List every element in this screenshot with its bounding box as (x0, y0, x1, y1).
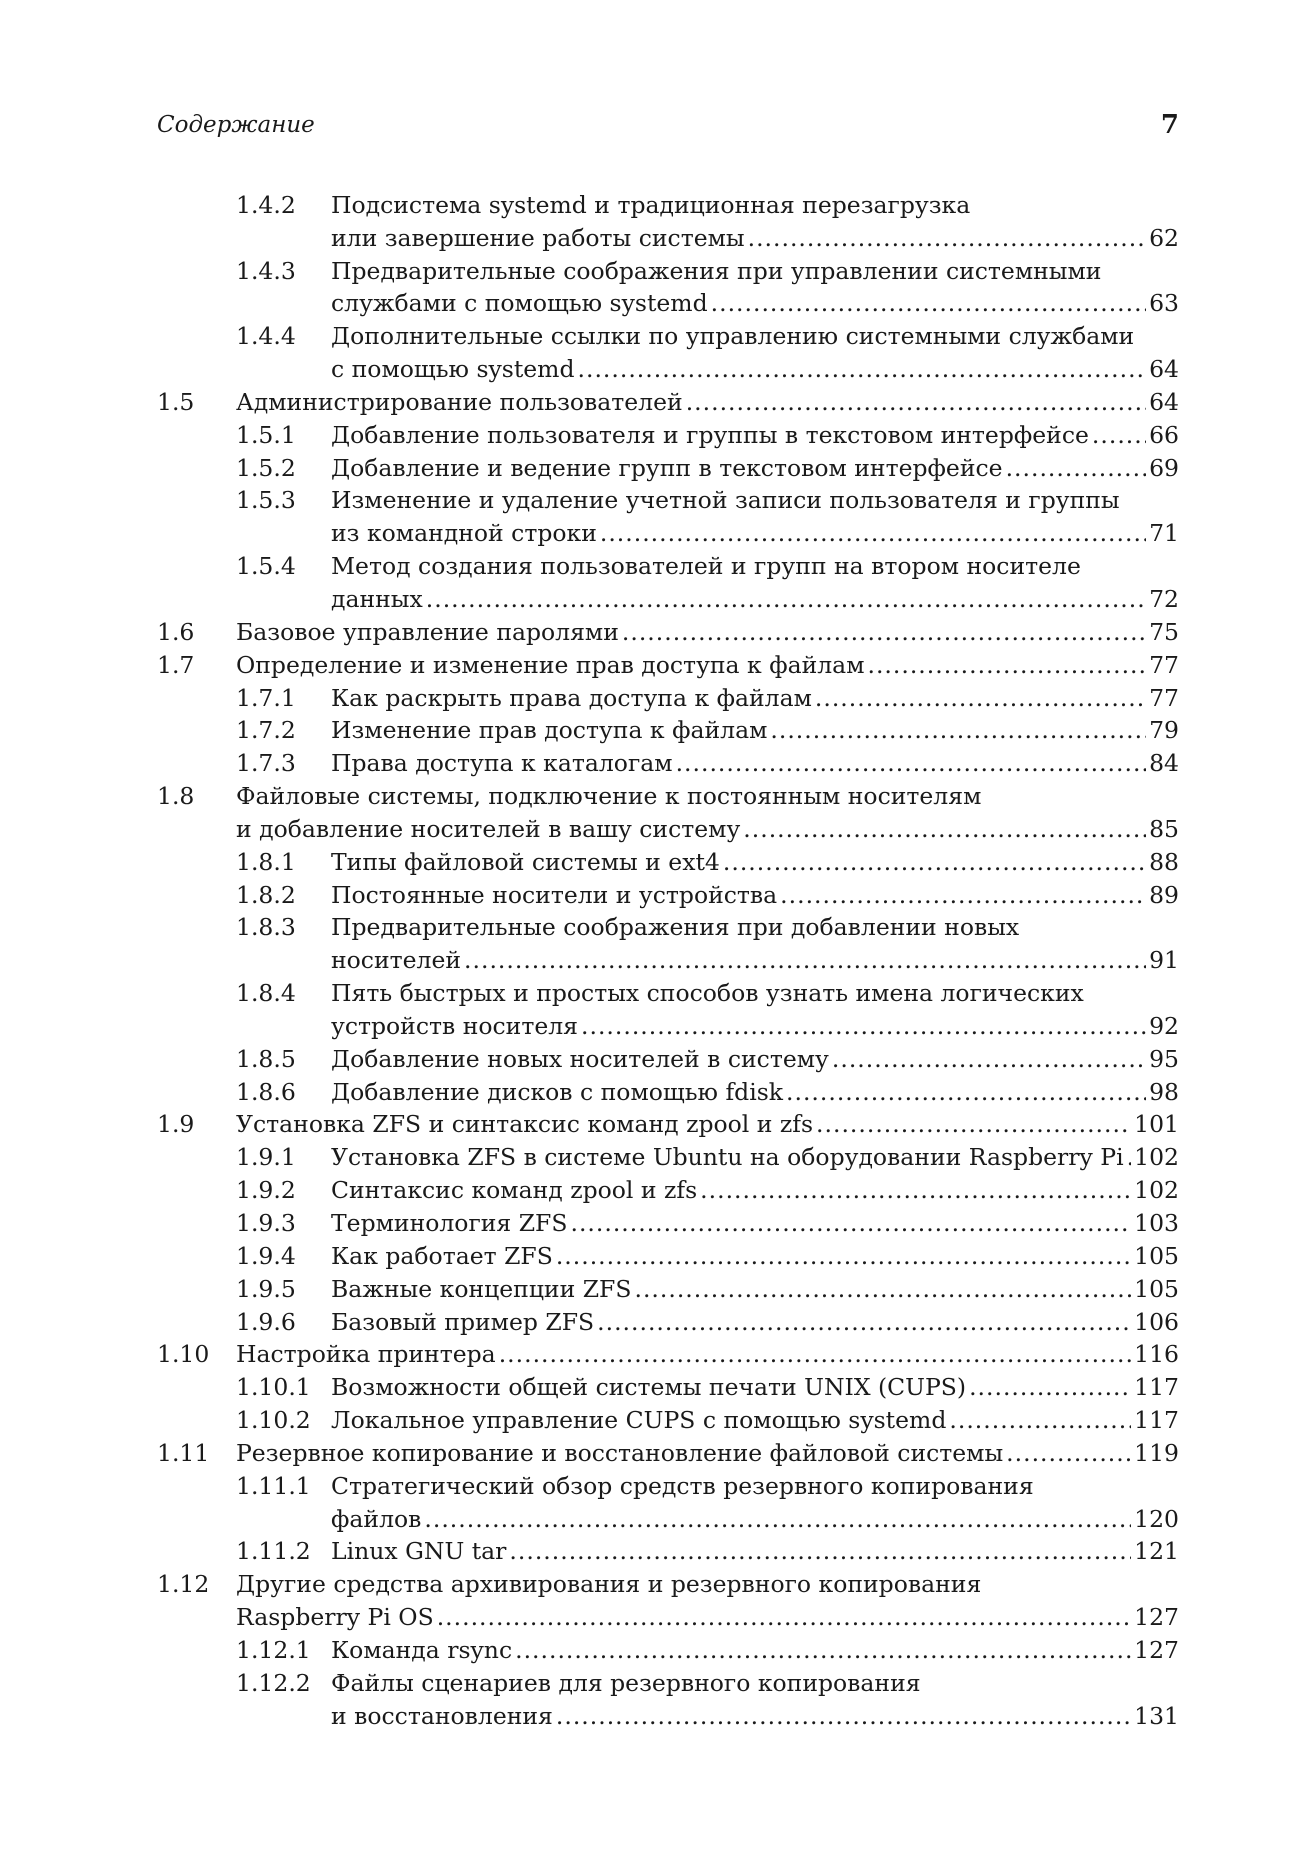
dot-leader (700, 1174, 1131, 1206)
toc-entry-number: 1.8.3 (236, 913, 296, 942)
toc-entry-page: 105 (1134, 1241, 1179, 1270)
toc-entry-number: 1.9 (157, 1110, 195, 1139)
toc-entry-number: 1.11 (157, 1438, 210, 1467)
toc-entry-page: 102 (1134, 1176, 1179, 1205)
dot-leader (1006, 452, 1147, 484)
dot-leader (464, 944, 1146, 976)
dot-leader (515, 1634, 1131, 1666)
toc-entry-title: Резервное копирование и восстановление файловой системы (236, 1438, 1004, 1467)
toc-entry-title: с помощью systemd (331, 355, 575, 384)
toc-entry (157, 1272, 1179, 1305)
dot-leader (723, 846, 1146, 878)
toc-entry-page: 72 (1149, 584, 1179, 613)
toc-entry (157, 1206, 1179, 1239)
toc-entry-title: Добавление пользователя и группы в текстовом интерфейсе (331, 420, 1089, 449)
toc-entry (157, 1108, 1179, 1141)
toc-entry-number: 1.9.4 (236, 1241, 296, 1270)
toc-entry-title: Дополнительные ссылки по управлению системными службами (331, 322, 1135, 351)
toc-entry-number: 1.5.4 (236, 552, 296, 581)
toc-entry-title: Типы файловой системы и ext4 (331, 847, 720, 876)
toc-entry-title: Базовый пример ZFS (331, 1307, 595, 1336)
toc-entry-title: Пять быстрых и простых способов узнать имена логических (331, 979, 1084, 1008)
toc-entry (157, 418, 1179, 451)
toc-entry-title: Возможности общей системы печати UNIX (CUPS) (331, 1373, 967, 1402)
toc-entry (157, 484, 1179, 550)
dot-leader (570, 1207, 1131, 1239)
toc-entry-number: 1.9.3 (236, 1209, 296, 1237)
toc-entry-title: Метод создания пользователей и групп на втором носителе (331, 552, 1081, 581)
toc-entry-title: Подсистема systemd и традиционная перезагрузка (331, 190, 971, 219)
toc-entry-title: Администрирование пользователей (236, 387, 683, 416)
dot-leader (969, 1371, 1131, 1403)
toc-entry-title: Права доступа к каталогам (331, 749, 673, 778)
toc-entry (157, 976, 1179, 1042)
toc-entry (157, 451, 1179, 484)
toc-entry-title: Постоянные носители и устройства (331, 880, 778, 909)
toc-entry-title: Файлы сценариев для резервного копирования (331, 1668, 921, 1697)
toc-entry-page: 105 (1134, 1274, 1179, 1303)
toc-entry-number: 1.7.2 (236, 716, 296, 745)
page-number: 7 (1160, 110, 1179, 140)
toc-entry (157, 319, 1179, 385)
toc-entry-page: 89 (1149, 880, 1179, 909)
toc-entry (157, 549, 1179, 615)
toc-entry-page: 102 (1134, 1143, 1179, 1172)
dot-leader (949, 1404, 1131, 1436)
dot-leader (816, 1108, 1131, 1140)
table-of-contents (157, 188, 1179, 1732)
toc-entry-title: Установка ZFS в системе Ubuntu на оборудовании Raspberry Pi (331, 1143, 1124, 1172)
toc-entry (157, 681, 1179, 714)
dot-leader (578, 353, 1147, 385)
toc-entry-number: 1.10.1 (236, 1373, 311, 1402)
toc-entry-number: 1.5 (157, 387, 195, 416)
toc-entry-title: Стратегический обзор средств резервного копирования (331, 1471, 1034, 1500)
dot-leader (437, 1601, 1131, 1633)
toc-entry-page: 120 (1134, 1504, 1179, 1533)
toc-entry (157, 648, 1179, 681)
dot-leader (780, 879, 1146, 911)
toc-entry (157, 254, 1179, 320)
toc-entry (157, 1042, 1179, 1075)
toc-entry-number: 1.4.2 (236, 190, 296, 219)
dot-leader (622, 616, 1146, 648)
toc-entry-title: Добавление дисков с помощью fdisk (331, 1077, 784, 1106)
dot-leader (426, 583, 1146, 615)
toc-entry-page: 64 (1149, 387, 1179, 416)
toc-entry (157, 1239, 1179, 1272)
dot-leader (581, 1010, 1146, 1042)
toc-entry (157, 1633, 1179, 1666)
toc-entry (157, 1436, 1179, 1469)
toc-entry (157, 746, 1179, 779)
toc-entry-number: 1.7.1 (236, 683, 296, 712)
toc-entry (157, 1403, 1179, 1436)
toc-entry-page: 88 (1149, 847, 1179, 876)
toc-entry-number: 1.9.2 (236, 1176, 296, 1205)
toc-entry-page: 117 (1134, 1406, 1179, 1435)
toc-entry-page: 106 (1134, 1307, 1179, 1336)
toc-entry (157, 714, 1179, 747)
toc-entry-title: Синтаксис команд zpool и zfs (331, 1176, 698, 1205)
toc-entry-title: Raspberry Pi OS (236, 1603, 434, 1632)
toc-entry-title: Предварительные соображения при управлении системными (331, 256, 1102, 285)
dot-leader (499, 1338, 1131, 1370)
toc-entry-number: 1.5.3 (236, 486, 296, 515)
toc-entry (157, 1469, 1179, 1535)
toc-entry-title: из командной строки (331, 519, 597, 548)
toc-entry-number: 1.8.2 (236, 880, 296, 909)
dot-leader (597, 1306, 1131, 1338)
toc-entry-page: 103 (1134, 1209, 1179, 1237)
toc-entry-title: носителей (331, 946, 462, 975)
toc-entry-page: 92 (1149, 1011, 1179, 1040)
toc-entry-page: 119 (1134, 1438, 1179, 1467)
toc-entry-page: 71 (1149, 519, 1179, 548)
toc-entry-title: Локальное управление CUPS с помощью systemd (331, 1406, 947, 1435)
toc-entry-number: 1.8.4 (236, 979, 296, 1008)
toc-entry-page: 98 (1149, 1077, 1179, 1106)
toc-entry-number: 1.7 (157, 650, 195, 679)
toc-entry-number: 1.11.2 (236, 1537, 311, 1566)
toc-entry-page: 64 (1149, 355, 1179, 384)
toc-entry-title: Linux GNU tar (331, 1537, 507, 1566)
toc-entry-title: Установка ZFS и синтаксис команд zpool и zfs (236, 1110, 814, 1139)
dot-leader (1006, 1437, 1131, 1469)
toc-entry (157, 188, 1179, 254)
toc-entry-title: данных (331, 584, 423, 613)
toc-entry-page: 84 (1149, 749, 1179, 778)
toc-entry (157, 1370, 1179, 1403)
toc-entry-title: файлов (331, 1504, 422, 1533)
toc-entry-page: 75 (1149, 617, 1179, 646)
toc-entry (157, 1535, 1179, 1568)
toc-entry-number: 1.11.1 (236, 1471, 311, 1500)
toc-entry (157, 878, 1179, 911)
dot-leader (676, 747, 1147, 779)
toc-entry-page: 95 (1149, 1044, 1179, 1073)
toc-entry-number: 1.8.6 (236, 1077, 296, 1106)
toc-entry-title: Важные концепции ZFS (331, 1274, 632, 1303)
toc-entry-title: Предварительные соображения при добавлении новых (331, 913, 1020, 942)
toc-entry-title: Изменение и удаление учетной записи пользователя и группы (331, 486, 1120, 515)
toc-entry (157, 1338, 1179, 1371)
toc-entry-number: 1.5.1 (236, 420, 296, 449)
toc-entry-number: 1.8.5 (236, 1044, 296, 1073)
toc-entry-page: 66 (1149, 420, 1179, 449)
toc-entry (157, 1173, 1179, 1206)
toc-entry-number: 1.6 (157, 617, 195, 646)
toc-entry (157, 845, 1179, 878)
running-head: Содержание (157, 112, 315, 138)
dot-leader (786, 1076, 1146, 1108)
toc-entry-number: 1.9.1 (236, 1143, 296, 1172)
toc-entry-number: 1.5.2 (236, 453, 296, 482)
toc-entry-title: Базовое управление паролями (236, 617, 619, 646)
dot-leader (832, 1043, 1146, 1075)
toc-entry (157, 911, 1179, 977)
toc-entry (157, 1666, 1179, 1732)
toc-entry-page: 91 (1149, 946, 1179, 975)
toc-entry-number: 1.9.6 (236, 1307, 296, 1336)
toc-entry-number: 1.7.3 (236, 749, 296, 778)
toc-entry-page: 127 (1134, 1635, 1179, 1664)
toc-entry (157, 1140, 1179, 1173)
toc-entry-title: устройств носителя (331, 1011, 579, 1040)
dot-leader (748, 222, 1147, 254)
toc-entry-page: 101 (1134, 1110, 1179, 1139)
toc-entry-number: 1.8.1 (236, 847, 296, 876)
toc-entry-number: 1.12.2 (236, 1668, 311, 1697)
toc-entry-page: 127 (1134, 1603, 1179, 1632)
dot-leader (556, 1240, 1131, 1272)
toc-entry-number: 1.4.4 (236, 322, 296, 351)
toc-entry-title: Добавление новых носителей в систему (331, 1044, 829, 1073)
toc-entry-page: 69 (1149, 453, 1179, 482)
toc-entry-number: 1.9.5 (236, 1274, 296, 1303)
toc-entry-page: 77 (1149, 683, 1179, 712)
dot-leader (686, 386, 1146, 418)
toc-entry-title: Другие средства архивирования и резервного копирования (236, 1570, 982, 1599)
dot-leader (1092, 419, 1146, 451)
toc-entry-page: 77 (1149, 650, 1179, 679)
dot-leader (556, 1700, 1131, 1732)
toc-entry-page: 62 (1149, 223, 1179, 252)
toc-entry-number: 1.8 (157, 782, 195, 811)
dot-leader (743, 813, 1146, 845)
toc-entry-page: 131 (1134, 1701, 1179, 1730)
toc-entry-number: 1.4.3 (236, 256, 296, 285)
toc-entry-title: Добавление и ведение групп в текстовом интерфейсе (331, 453, 1003, 482)
toc-entry-title: или завершение работы системы (331, 223, 745, 252)
toc-entry-number: 1.10 (157, 1340, 210, 1369)
toc-entry-title: Файловые системы, подключение к постоянным носителям (236, 782, 982, 811)
dot-leader (711, 287, 1146, 319)
toc-entry-title: службами с помощью systemd (331, 289, 708, 318)
toc-entry-title: Как раскрыть права доступа к файлам (331, 683, 812, 712)
toc-entry-title: и восстановления (331, 1701, 553, 1730)
dot-leader (867, 649, 1146, 681)
toc-entry (157, 615, 1179, 648)
toc-entry-title: Команда rsync (331, 1635, 513, 1664)
toc-entry-page: 85 (1149, 814, 1179, 843)
toc-entry-page: 121 (1134, 1537, 1179, 1566)
toc-entry (157, 1305, 1179, 1338)
toc-entry-number: 1.10.2 (236, 1406, 311, 1435)
toc-entry-page: 63 (1149, 289, 1179, 318)
toc-entry-number: 1.12.1 (236, 1635, 311, 1664)
dot-leader (815, 682, 1146, 714)
dot-leader (509, 1535, 1131, 1567)
toc-entry (157, 1075, 1179, 1108)
toc-entry-page: 116 (1134, 1340, 1179, 1369)
toc-entry (157, 1567, 1179, 1633)
toc-entry (157, 779, 1179, 845)
toc-entry-title: Определение и изменение прав доступа к файлам (236, 650, 865, 679)
toc-entry (157, 385, 1179, 418)
toc-entry-title: Как работает ZFS (331, 1241, 553, 1270)
dot-leader (634, 1273, 1131, 1305)
toc-entry-page: 79 (1149, 716, 1179, 745)
toc-entry-title: Настройка принтера (236, 1340, 496, 1369)
toc-entry-number: 1.12 (157, 1570, 210, 1599)
dot-leader (1127, 1141, 1132, 1173)
toc-entry-title: Терминология ZFS (331, 1209, 568, 1237)
toc-entry-title: и добавление носителей в вашу систему (236, 814, 741, 843)
dot-leader (424, 1503, 1131, 1535)
toc-entry-title: Изменение прав доступа к файлам (331, 716, 768, 745)
dot-leader (770, 714, 1146, 746)
toc-entry-page: 117 (1134, 1373, 1179, 1402)
dot-leader (600, 517, 1146, 549)
